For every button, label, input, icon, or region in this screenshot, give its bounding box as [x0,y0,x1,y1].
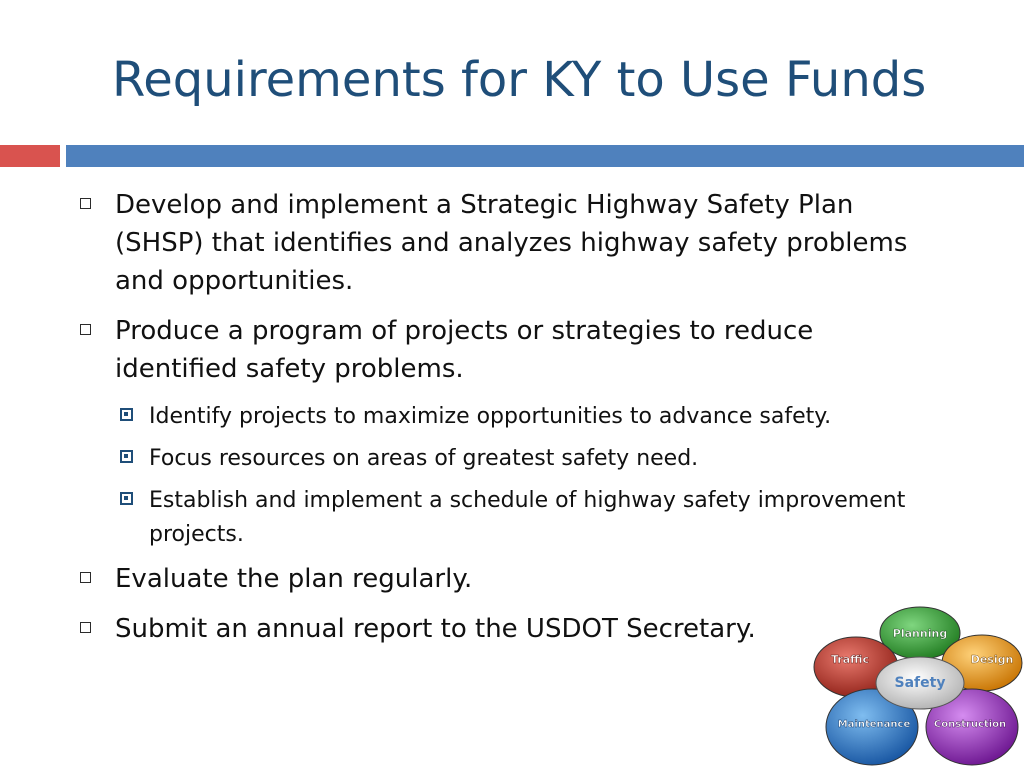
square-bullet-icon [80,324,91,335]
label-planning: Planning [892,627,948,640]
accent-bar-blue [66,145,1024,167]
filled-square-bullet-icon [120,450,133,463]
bullet-item [80,312,940,388]
sub-bullet-text: Focus resources on areas of greatest safety need. [149,446,699,471]
filled-square-bullet-icon [120,492,133,505]
label-construction: Construction [933,719,1007,730]
label-safety: Safety [894,675,946,691]
sub-bullet-item [120,442,940,476]
bullet-item [80,186,940,300]
accent-bar-red [0,145,60,167]
bullet-text: Develop and implement a Strategic Highway Safety Plan (SHSP) that identifies and analyzes highway safety problems and opportunities. [115,190,908,296]
square-bullet-icon [80,572,91,583]
bullet-item [80,560,940,598]
label-traffic: Traffic [831,653,869,666]
square-bullet-icon [80,198,91,209]
slide-title: Requirements for KY to Use Funds [112,52,927,108]
bullet-text: Produce a program of projects or strategies to reduce identified safety problems. [115,316,814,384]
sub-bullet-list [120,400,940,552]
bullet-text: Evaluate the plan regularly. [115,564,473,594]
square-bullet-icon [80,622,91,633]
label-maintenance: Maintenance [837,719,911,730]
bullet-text: Submit an annual report to the USDOT Secretary. [115,614,756,644]
sub-bullet-text: Identify projects to maximize opportunities to advance safety. [149,404,832,429]
safety-puzzle-graphic [810,605,1024,768]
filled-square-bullet-icon [120,408,133,421]
sub-bullet-item [120,484,940,552]
sub-bullet-text: Establish and implement a schedule of highway safety improvement projects. [149,488,906,547]
sub-bullet-item [120,400,940,434]
label-design: Design [970,653,1014,666]
bullet-list [80,186,940,660]
